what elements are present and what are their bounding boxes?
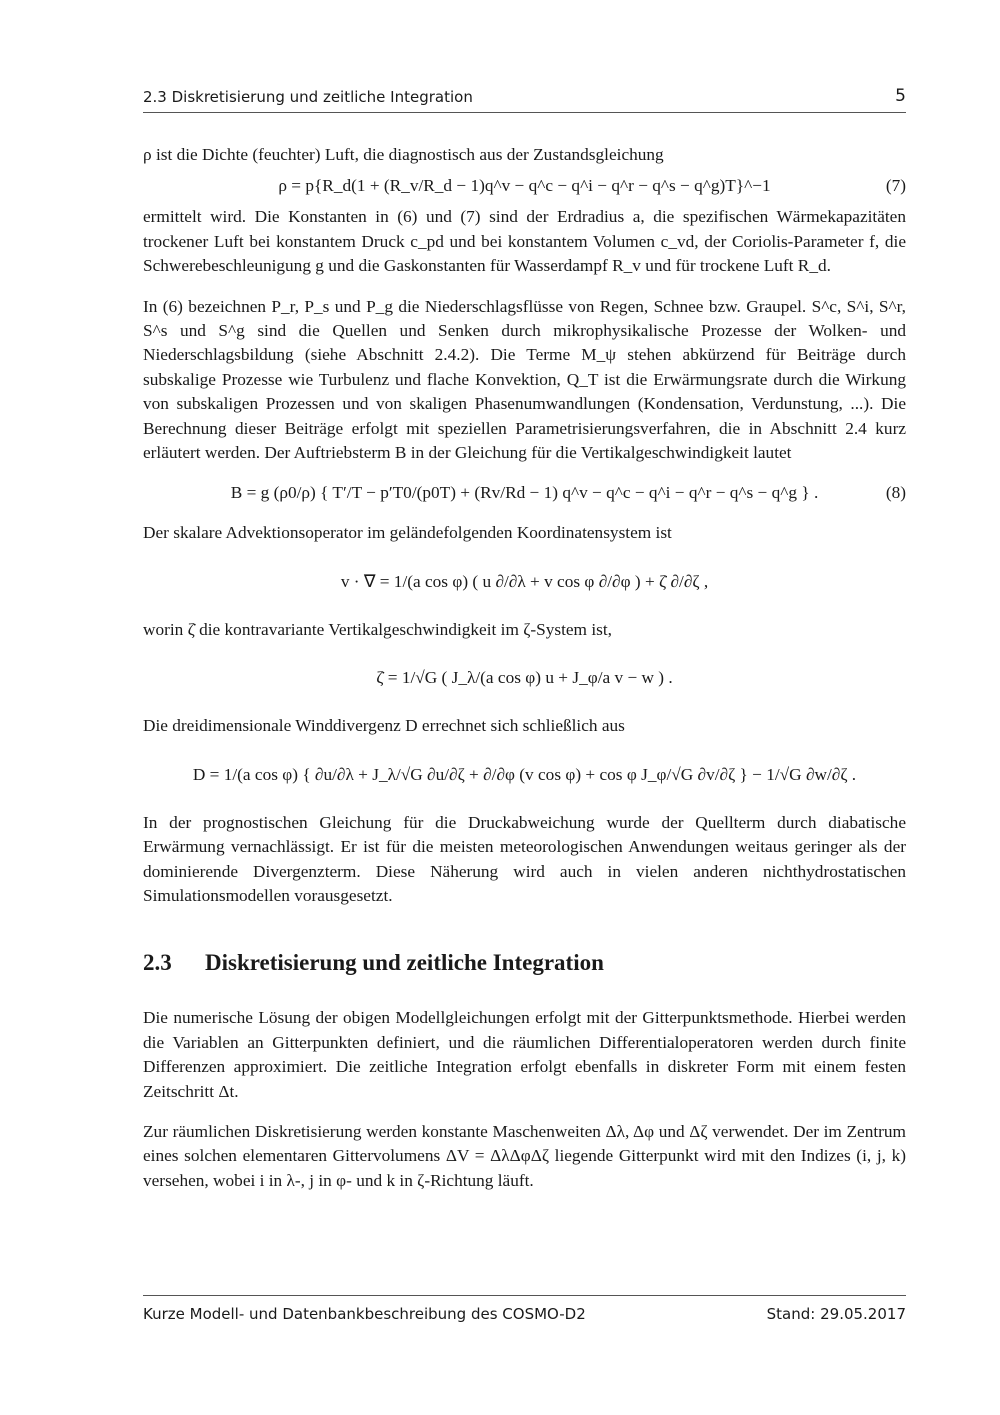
footer-date: Stand: 29.05.2017 — [766, 1305, 906, 1323]
paragraph-density: ρ ist die Dichte (feuchter) Luft, die diagnostisch aus der Zustandsgleichung — [143, 145, 664, 164]
paragraph-grid: Zur räumlichen Diskretisierung werden konstante Maschenweiten Δλ, Δφ und Δζ verwendet. Der im Zentrum eines solchen elementaren Gittervolumens ΔV = ΔλΔφΔζ liegende Gitterpunkt wird mit den Indizes (i, j, k) versehen, wobei i in λ-, j in φ- und k in ζ-Richtung läuft. — [143, 1121, 906, 1190]
paragraph-numerics: Die numerische Lösung der obigen Modellgleichungen erfolgt mit der Gitterpunktsmethode. Hierbei werden die Variablen an Gitterpunkten definiert, und die räumlichen Differentialoperatoren werden durch finite Differenzen approximiert. Die zeitliche Integration erfolgt ebenfalls in diskreter Form mit einem festen Zeitschritt Δt. — [143, 1008, 906, 1101]
equation-8-formula: B = g (ρ0/ρ) { T′/T − p′T0/(p0T) + (Rv/Rd − 1) q^v − q^c − q^i − q^r − q^s − q^g } . — [230, 483, 819, 503]
paragraph-divergence: Die dreidimensionale Winddivergenz D errechnet sich schließlich aus — [143, 716, 625, 736]
equation-8-number: (8) — [885, 483, 906, 503]
running-footer — [143, 1295, 906, 1323]
equation-7-formula: ρ = p{R_d(1 + (R_v/R_d − 1)q^v − q^c − q^i − q^r − q^s − q^g)T}^−1 — [278, 176, 771, 196]
section-number: 2.3 — [143, 950, 172, 976]
equation-advection-formula: v · ∇ = 1/(a cos φ) ( u ∂/∂λ + v cos φ ∂/∂φ ) + ζ̇ ∂/∂ζ , — [340, 571, 709, 591]
equation-divergence-formula: D = 1/(a cos φ) { ∂u/∂λ + J_λ/√G ∂u/∂ζ + ∂/∂φ (v cos φ) + cos φ J_φ/√G ∂v/∂ζ } − 1/√G ∂w/∂ζ . — [192, 764, 857, 784]
running-header — [143, 86, 906, 113]
section-title: Diskretisierung und zeitliche Integration — [205, 950, 604, 976]
equation-zeta — [143, 664, 906, 692]
document-body — [143, 143, 906, 1193]
footer-document-title: Kurze Modell- und Datenbankbeschreibung des COSMO-D2 — [143, 1305, 586, 1323]
paragraph-sources: In (6) bezeichnen P_r, P_s und P_g die Niederschlagsflüsse von Regen, Schnee bzw. Graupel. S^c, S^i, S^r, S^s und S^g sind die Quellen und Senken durch mikrophysikalische Prozesse der Wolken- und Niederschlagsbildung (siehe Abschnitt 2.4.2). Die Terme M_ψ stehen abkürzend für Beiträge durch subskalige Prozesse wie Turbulenz und flache Konvektion, Q_T ist die Erwärmungsrate durch die Wirkung von subskaligen Prozessen und von skaligen Phasenumwandlungen (Kondensation, Verdunstung, ...). Die Berechnung dieser Beiträge erfolgt mit speziellen Parametrisierungsverfahren, die in Abschnitt 2.4 kurz erläutert werden. Der Auftriebsterm B in der Gleichung für die Vertikalgeschwindigkeit lautet — [143, 296, 906, 463]
paragraph-advection: Der skalare Advektionsoperator im geländefolgenden Koordinatensystem ist — [143, 523, 672, 543]
paragraph-constants: ermittelt wird. Die Konstanten in (6) und (7) sind der Erdradius a, die spezifischen Wärmekapazitäten trockener Luft bei konstantem Druck c_pd und bei konstantem Volumen c_vd, der Coriolis-Parameter f, die Schwerebeschleunigung g und die Gaskonstanten für Wasserdampf R_v und für trockene Luft R_d. — [143, 207, 906, 276]
header-section-title: 2.3 Diskretisierung und zeitliche Integration — [143, 88, 473, 106]
equation-7 — [143, 173, 906, 199]
section-heading — [143, 948, 906, 978]
equation-7-number: (7) — [885, 176, 906, 196]
header-page-number: 5 — [895, 86, 906, 106]
paragraph-pressure: In der prognostischen Gleichung für die Druckabweichung wurde der Quellterm durch diabatische Erwärmung vernachlässigt. Er ist für die meisten meteorologischen Anwendungen weitaus geringer als der dominierende Divergenzterm. Diese Näherung wird auch in vielen anderen nichthydrostatischen Simulationsmodellen vorausgesetzt. — [143, 812, 906, 905]
equation-zeta-formula: ζ̇ = 1/√G ( J_λ/(a cos φ) u + J_φ/a v − w ) . — [376, 668, 673, 688]
paragraph-zeta: worin ζ̇ die kontravariante Vertikalgeschwindigkeit im ζ-System ist, — [143, 619, 612, 639]
equation-8 — [143, 479, 906, 507]
equation-divergence — [143, 761, 906, 789]
equation-advection — [143, 568, 906, 596]
